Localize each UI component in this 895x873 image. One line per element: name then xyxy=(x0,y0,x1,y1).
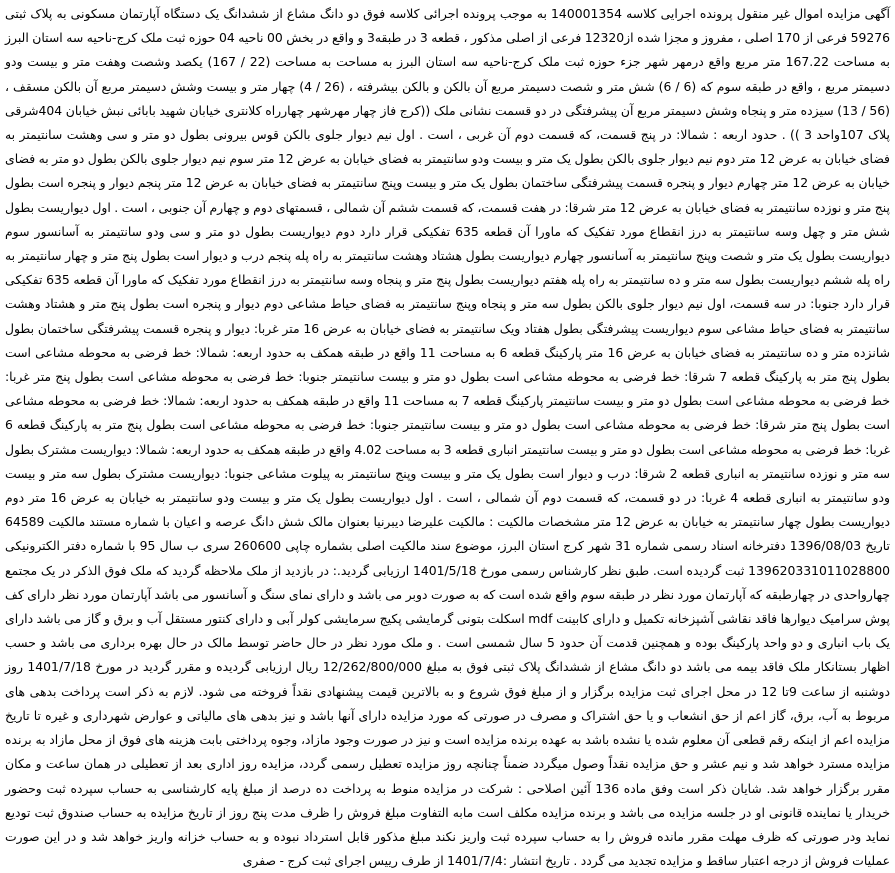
auction-notice-text: آگهی مزایده اموال غیر منقول پرونده اجرایی کلاسه 140001354 به موجب پرونده اجرائی کلاسه فوق دو دانگ مشاع از ششدانگ یک دستگاه آپارتمان مسکونی به پلاک ثبتی 59276 فرعی از 170 اصلی ، مفروز و مجزا شده از12320 فرعی از اصلی مذکور ، قطعه 3 در طبقه3 و واقع در بخش 00 ناحیه 04 حوزه ثبت ملک کرج-ناحیه سه استان البرز به مساحت 167.22 متر مربع واقع درمهر شهر جزء حوزه ثبت ملک کرج-ناحیه سه استان البرز به مساحت به مساحت (22 / 167) یکصد وشصت وهفت متر و بیست ودو دسیمتر مربع ، واقع در طبقه سوم که (6 / 6) شش متر و شصت دسیمتر مربع آن بالکن و بالکن بیشرفته ، (26 / 4) چهار متر و بیست وشش دسیمتر مربع آن بالکن مسقف ، (56 / 13) سیزده متر و پنجاه وشش دسیمتر مربع آن پیشرفتگی در دو قسمت نشانی ملک ((کرج فاز چهار مهرشهر چهارراه کلانتری خیابان شهید بابائی نبش خیابان 404شرقی پلاک 107واحد 3 )) . حدود اربعه : شمالا: در پنج قسمت، که قسمت دوم آن غربی ، است . اول نیم دیوار جلوی بالکن قوس بیرونی بطول دو متر و سی وهشت سانتیمتر به فضای خیابان به عرض 12 متر دوم نیم دیوار جلوی بالکن بطول یک متر و بیست ودو سانتیمتر به فضای خیابان به عرض 12 متر سوم نیم دیوار جلوی بالکن بطول دو متر به فضای خیابان به عرض 12 متر چهارم دیوار و پنجره قسمت پیشرفتگی ساختمان بطول یک متر و بیست وپنج سانتیمتر به فضای خیابان به عرض 12 متر پنجم دیوار و پنجره است بطول پنج متر و نوزده سانتیمتر به فضای خیابان به عرض 12 متر شرقا: در هفت قسمت، که قسمت ششم آن شمالی ، قسمتهای دوم و چهارم آن جنوبی ، است . اول دیواریست بطول شش متر و چهل وسه سانتیمتر به درز انقطاع مورد تفکیک که ماورا آن قطعه 635 تفکیکی قرار دارد دوم دیواریست بطول دو متر و سی ودو سانتیمتر به آسانسور سوم دیواریست بطول یک متر و شصت وپنج سانتیمتر به آسانسور چهارم دیواریست بطول هشتاد وهشت سانتیمتر به راه پله پنجم درب و دیوار است بطول پنج متر و چهار سانتیمتر به راه پله ششم دیواریست بطول سه متر و ده سانتیمتر به راه پله هفتم دیواریست بطول پنج متر و پنجاه وسه سانتیمتر به درز انقطاع مورد تفکیک که ماورا آن قطعه 635 تفکیکی قرار دارد جنوبا: در سه قسمت، اول نیم دیوار جلوی بالکن بطول سه متر و پنجاه وپنج سانتیمتر به فضای حیاط مشاعی دوم دیوار و پنجره است بطول پنج متر و هشتاد وهشت سانتیمتر به فضای حیاط مشاعی سوم دیواریست پیشرفتگی بطول هفتاد ویک سانتیمتر به فضای خیابان به عرض 16 متر غربا: دیوار و پنجره قسمت پیشرفتگی ساختمان بطول شانزده متر و ده سانتیمتر به فضای خیابان به عرض 16 متر پارکینگ قطعه 6 به مساحت 11 واقع در طبقه همکف به حدود اربعه: شمالا: خط فرضی به محوطه مشاعی است بطول پنج متر به پارکینگ قطعه 7 شرقا: خط فرضی به محوطه مشاعی است بطول دو متر و بیست سانتیمتر جنوبا: خط فرضی به محوطه مشاعی است بطول پنج متر غربا: خط فرضی به محوطه مشاعی است بطول دو متر و بیست سانتیمتر پارکینگ قطعه 7 به مساحت 11 واقع در طبقه همکف به حدود اربعه: شمالا: خط فرضی به محوطه مشاعی است بطول پنج متر شرقا: خط فرضی به محوطه مشاعی است بطول دو متر و بیست سانتیمتر جنوبا: خط فرضی به محوطه مشاعی است بطول پنج متر به پارکینگ قطعه 6 غربا: خط فرضی به محوطه مشاعی است بطول دو متر و بیست سانتیمتر انباری قطعه 3 به مساحت 4.02 واقع در طبقه همکف به حدود اربعه: شمالا: دیواریست مشترک بطول سه متر و نوزده سانتیمتر به انباری قطعه 2 شرقا: درب و دیوار است بطول یک متر و بیست وپنج سانتیمتر به پیلوت مشاعی جنوبا: دیواریست مشترک بطول سه متر و بیست ودو سانتیمتر به انباری قطعه 4 غربا: در دو قسمت، که قسمت دوم آن شمالی ، است . اول دیواریست بطول یک متر و بیست ودو سانتیمتر به خیابان به عرض 16 متر دوم دیواریست بطول چهار سانتیمتر به خیابان به عرض 12 متر مشخصات مالکیت : مالکیت علیرضا دیبرنیا بعنوان مالک شش دانگ عرصه و اعیان با شماره مستند مالکیت 64589 تاریخ 1396/08/03 دفترخانه اسناد رسمی شماره 31 شهر کرج استان البرز، موضوع سند مالکیت اصلی بشماره چاپی 260600 سری ب سال 95 با شماره دفتر الکترونیکی 139620331011028800 ثبت گردیده است. طبق نظر کارشناس رسمی مورخ 1401/5/18 ارزیابی گردید.: در بازدید از ملک ملاحظه گردید که ملک فوق الذکر در یک مجتمع چهارواحدی در چهارطبقه که آپارتمان مورد نظر در طبقه سوم واقع شده است که به صورت دوبر می باشد و دارای نمای سنگ و آسانسور می باشد آپارتمان مورد نظر دارای کف پوش سرامیک دیوارها فاقد نقاشی آشپزخانه تکمیل و دارای کابینت mdf اسکلت بتونی گرمایشی پکیج سرمایشی کولر آبی و دارای کنتور مستقل آب و برق و گاز می باشد دارای یک باب انباری و دو واحد پارکینگ بوده و همچنین قدمت آن حدود 5 سال شمسی است . و ملک مورد نظر در حال حاضر توسط مالک در حال بهره برداری می باشد و حسب اظهار بستانکار ملک فاقد بیمه می باشد دو دانگ مشاع از ششدانگ پلاک ثبتی فوق به مبلغ 12/262/800/000 ریال ارزیابی گردیده و مقرر گردید در مورخ 1401/7/18 روز دوشنبه از ساعت 9تا 12 در محل اجرای ثبت مزایده برگزار و از مبلغ فوق شروع و به بالاترین قیمت پیشنهادی نقداً فروخته می شود. لازم به ذکر است پرداخت بدهی های مربوط به آب، برق، گاز اعم از حق انشعاب و یا حق اشتراک و مصرف در صورتی که مورد مزایده دارای آنها باشد و نیز بدهی های مالیاتی و عوارض شهرداری و غیره تا تاریخ مزایده اعم از اینکه رقم قطعی آن معلوم شده یا نشده باشد به عهده برنده مزایده است و نیز در صورت وجود مازاد، وجوه پرداختی بابت هزینه های فوق از محل مازاد به برنده مزایده مسترد خواهد شد و نیم عشر و حق مزایده نقداً وصول میگردد ضمناً چنانچه روز مزایده تعطیل رسمی گردد، مزایده روز اداری بعد از تعطیلی در همان ساعت و مکان مقرر برگزار خواهد شد. شایان ذکر است وفق ماده 136 آئین اصلاحی : شرکت در مزایده منوط به پرداخت ده درصد از مبلغ پایه کارشناسی به حساب سپرده ثبت وحضور خریدار یا نماینده قانونی او در جلسه مزایده می باشد و برنده مزایده مکلف است مابه التفاوت مبلغ فروش را ظرف مدت پنج روز از تاریخ مزایده به حساب صندوق ثبت تودیع نماید ودر صورتی که ظرف مهلت مقرر مانده فروش را به حساب سپرده ثبت واریز نکند مبلغ مذکور قابل استرداد نبوده و به حساب خزانه واریز خواهد شد و در این صورت عملیات فروش از درجه اعتبار ساقط و مزایده تجدید می گردد . تاریخ انتشار :1401/7/4 از طرف رییس اجرای ثبت کرج - صفری xyxy=(5,6,891,869)
